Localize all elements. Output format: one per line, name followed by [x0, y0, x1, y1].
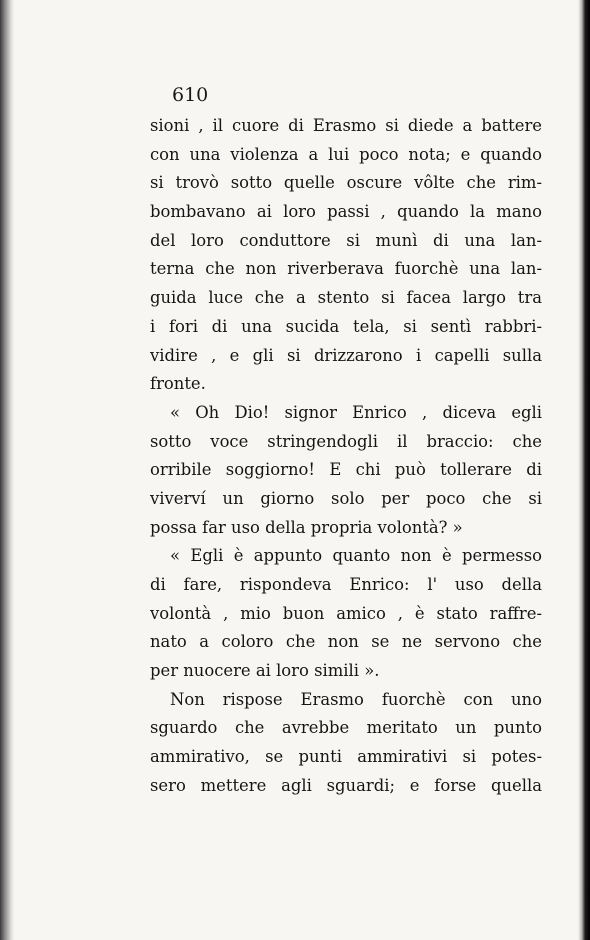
text-line: ammirativo, se punti ammirativi si potes-	[150, 747, 542, 767]
text-line: sotto voce stringendogli il braccio: che	[150, 431, 542, 451]
page-left-edge-shadow	[0, 0, 14, 940]
page-number: 610	[172, 84, 209, 106]
text-line: vidire , e gli si drizzarono i capelli sulla	[150, 345, 542, 365]
text-line: orribile soggiorno! E chi può tollerare di	[150, 460, 542, 480]
text-line: viverví un giorno solo per poco che si	[150, 488, 542, 508]
text-line: sero mettere agli sguardi; e forse quella	[150, 775, 542, 795]
text-line: possa far uso della propria volontà? »	[150, 517, 463, 537]
page-right-edge-shadow	[578, 0, 590, 940]
text-line: sguardo che avrebbe meritato un punto	[150, 718, 542, 738]
text-line: per nuocere ai loro simili ».	[150, 661, 380, 681]
body-text	[150, 112, 542, 801]
text-line: nato a coloro che non se ne servono che	[150, 632, 542, 652]
text-line: sioni , il cuore di Erasmo si diede a battere	[150, 116, 542, 135]
text-line: si trovò sotto quelle oscure vôlte che rim-	[150, 173, 542, 193]
text-line: guida luce che a stento si facea largo tra	[150, 288, 542, 308]
text-line: bombavano ai loro passi , quando la mano	[150, 202, 542, 222]
text-line: di fare, rispondeva Enrico: l' uso della	[150, 575, 542, 594]
text-line: i fori di una sucida tela, si sentì rabbri-	[150, 316, 542, 336]
text-line: con una violenza a lui poco nota; e quando	[150, 144, 542, 164]
text-line: « Egli è appunto quanto non è permesso	[170, 546, 542, 566]
text-line: Non rispose Erasmo fuorchè con uno	[170, 689, 542, 709]
text-line: del loro conduttore si munì di una lan-	[150, 230, 542, 250]
text-line: terna che non riverberava fuorchè una lan-	[150, 259, 542, 279]
text-line: fronte.	[150, 374, 206, 394]
text-line: « Oh Dio! signor Enrico , diceva egli	[170, 402, 542, 422]
text-line: volontà , mio buon amico , è stato raffre-	[150, 603, 542, 623]
